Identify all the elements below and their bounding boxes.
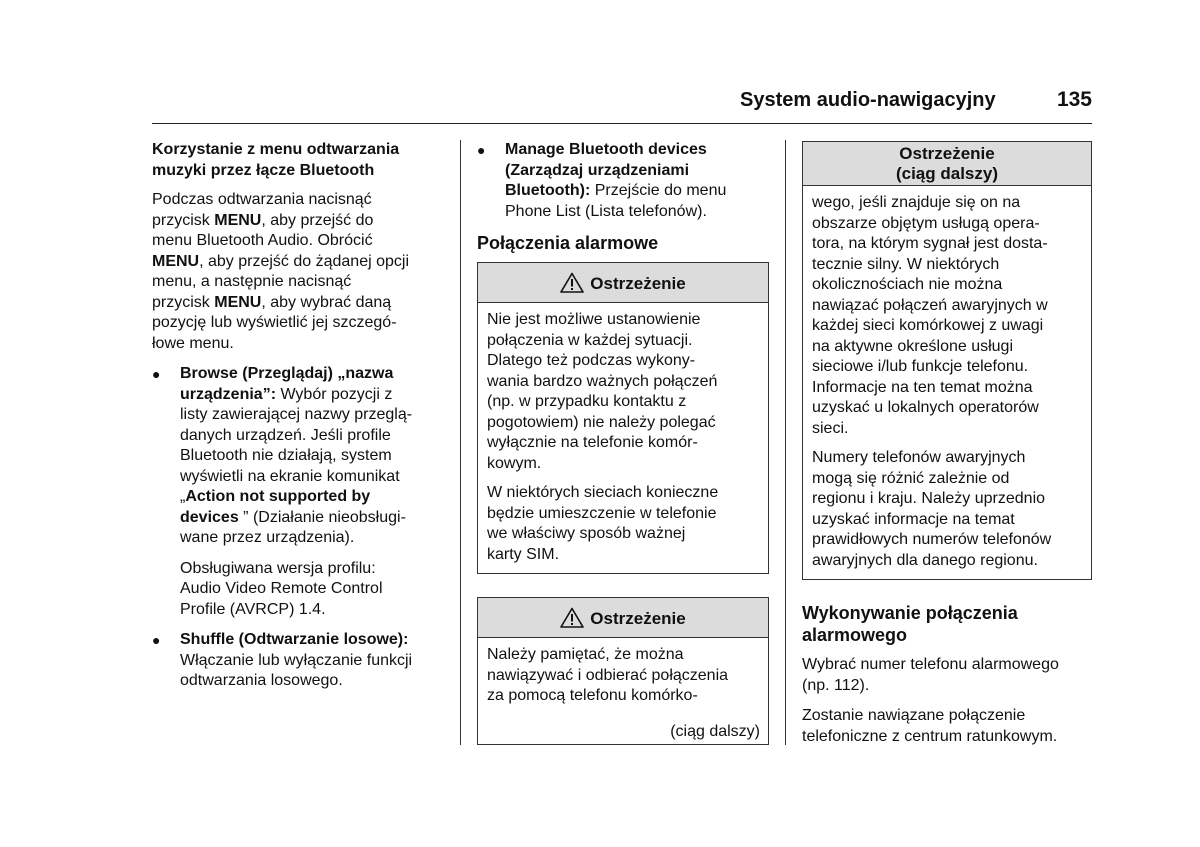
paragraph-connection: Zostanie nawiązane połączenie telefoniczne z centrum ratunkowym. (802, 707, 1058, 745)
column-1 (152, 140, 452, 702)
warning-header: Ostrzeżenie (478, 598, 768, 638)
subheading-bluetooth-music-menu: Korzystanie z menu odtwarzania muzyki przez łącze Bluetooth (152, 141, 400, 179)
warning-box-1 (477, 262, 769, 574)
section-title: System audio-nawigacyjny (740, 89, 996, 111)
bullet-dot-icon: ● (152, 366, 161, 382)
warning-box-2 (477, 597, 769, 745)
warning-body: wego, jeśli znajduje się on na obszarze objętym usługą opera- tora, na którym sygnał jest dosta- tecznie silny. W niektórych okolicznościach nie można nawiązać połączeń awaryjnych w każdej sieci komórkowej z uwagi na aktywne określone usługi sieciowe i/lub funkcje telefonu. Informacje na ten temat można uzyskać u lokalnych operatorów sieci. Numery telefonów awaryjnych mogą się różnić zależnie od regionu i kraju. Należy uprzednio uzyskać informacje na temat prawidłowych numerów telefonów awaryjnych dla danego regionu. (812, 194, 1052, 569)
warning-header: Ostrzeżenie (478, 263, 768, 303)
column-2 (477, 140, 769, 254)
page-header (740, 90, 1092, 116)
page-number: 135 (1056, 88, 1092, 111)
options-list (152, 364, 452, 692)
column-divider-2 (785, 140, 786, 745)
avrcp-version-note: Obsługiwana wersja profilu: Audio Video Remote Control Profile (AVRCP) 1.4. (180, 559, 383, 618)
list-item-shuffle: ● Shuffle (Odtwarzanie losowe): Włączanie lub wyłączanie funkcji odtwarzania losowego. (152, 631, 413, 689)
column-divider-1 (460, 140, 461, 745)
paragraph-dial-number: Wybrać numer telefonu alarmowego (np. 112). (802, 656, 1059, 694)
paragraph-menu-usage: Podczas odtwarzania nacisnąć przycisk MENU, aby przejść do menu Bluetooth Audio. Obrócić MENU, aby przejść do żądanej opcji menu, a następnie nacisnąć przycisk MENU, aby wybrać daną pozycję lub wyświetlić jej szczegó- łowe menu. (152, 191, 410, 352)
heading-emergency-calls: Połączenia alarmowe (477, 233, 659, 253)
warning-header: Ostrzeżenie (ciąg dalszy) (803, 142, 1091, 186)
warning-triangle-icon (560, 272, 584, 293)
warning-box-continued (802, 141, 1092, 580)
list-item-manage-devices: ● Manage Bluetooth devices (Zarządzaj urządzeniami Bluetooth): Przejście do menu Phone List (Lista telefonów). (477, 141, 727, 220)
list-item-browse: ● Browse (Przeglądaj) „nazwa urządzenia”: Wybór pozycji z listy zawierającej nazwy przeglą- danych urządzeń. Jeśli profile Bluetooth nie działają, system wyświetli na ekranie komunikat „Action not supported by devices ” (Działanie nieobsługi- wane przez urządzenia). Obsługiwana wersja profilu: Audio Video Remote Control Profile (AVRCP) 1.4. (152, 364, 452, 620)
heading-making-emergency-call: Wykonywanie połączenia alarmowego (802, 603, 1018, 645)
column-3-text (802, 602, 1097, 757)
bullet-dot-icon: ● (477, 142, 486, 158)
bullet-dot-icon: ● (152, 632, 161, 648)
warning-triangle-icon (560, 607, 584, 628)
continued-label: (ciąg dalszy) (670, 722, 760, 740)
warning-body: Należy pamiętać, że można nawiązywać i odbierać połączenia za pomocą telefonu komórko- (487, 646, 729, 704)
warning-body: Nie jest możliwe ustanowienie połączenia w każdej sytuacji. Dlatego też podczas wykony- wania bardzo ważnych połączeń (np. w przypadku kontaktu z pogotowiem) nie należy polegać wyłącznie na telefonie komór- kowym. W niektórych sieciach konieczne będzie umieszczenie w telefonie we właściwy sposób ważnej karty SIM. (487, 311, 719, 563)
header-rule (152, 123, 1092, 124)
